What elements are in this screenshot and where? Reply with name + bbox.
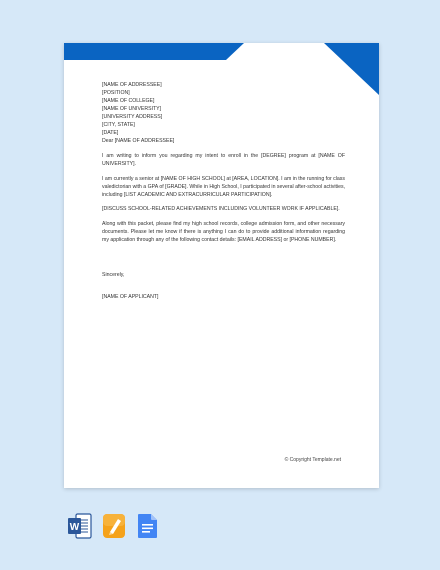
address-line: [CITY, STATE]: [102, 122, 135, 129]
letter-body: [102, 81, 345, 301]
closing: Sincerely,: [102, 272, 125, 279]
word-icon-letter: W: [69, 522, 80, 533]
copyright-notice: © Copyright Template.net: [284, 457, 341, 463]
word-icon[interactable]: [68, 512, 92, 540]
address-block: [102, 81, 345, 129]
pages-icon[interactable]: [102, 512, 126, 540]
letter-date: [DATE]: [102, 130, 119, 137]
paragraph-background: I am currently a senior at [NAME OF HIGH SCHOOL] at [AREA, LOCATION]. I am in the running for class valedictorian with a GPA of [GRADE]. While in High School, I participated in several after-school activities, including [LIST ACADEMIC AND EXTRACURRICULAR PARTICIPATION].: [102, 175, 345, 198]
header-banner-left: [64, 43, 244, 60]
google-docs-icon[interactable]: [136, 512, 160, 540]
letter-page: [64, 43, 379, 488]
salutation: Dear [NAME OF ADDRESSEE]: [102, 138, 175, 145]
address-line: [POSITION]: [102, 90, 130, 97]
signature: [NAME OF APPLICANT]: [102, 294, 159, 301]
address-line: [NAME OF ADDRESSEE]: [102, 82, 162, 88]
paragraph-achievements: [DISCUSS SCHOOL-RELATED ACHIEVEMENTS INCLUDING VOLUNTEER WORK IF APPLICABLE].: [102, 206, 340, 213]
address-line: [NAME OF COLLEGE]: [102, 98, 155, 105]
paragraph-contact: Along with this packet, please find my high school records, college admission form, and other necessary documents. Please let me know if there is anything I can do to provide additional information regarding my application through any of the following contact details: [EMAIL ADDRESS] or [PHONE NUMBER].: [102, 220, 345, 243]
address-line: [UNIVERSITY ADDRESS]: [102, 114, 163, 121]
paragraph-intent: I am writing to inform you regarding my intent to enroll in the [DEGREE] program at [NAME OF UNIVERSITY].: [102, 153, 345, 168]
address-line: [NAME OF UNIVERSITY]: [102, 106, 162, 113]
